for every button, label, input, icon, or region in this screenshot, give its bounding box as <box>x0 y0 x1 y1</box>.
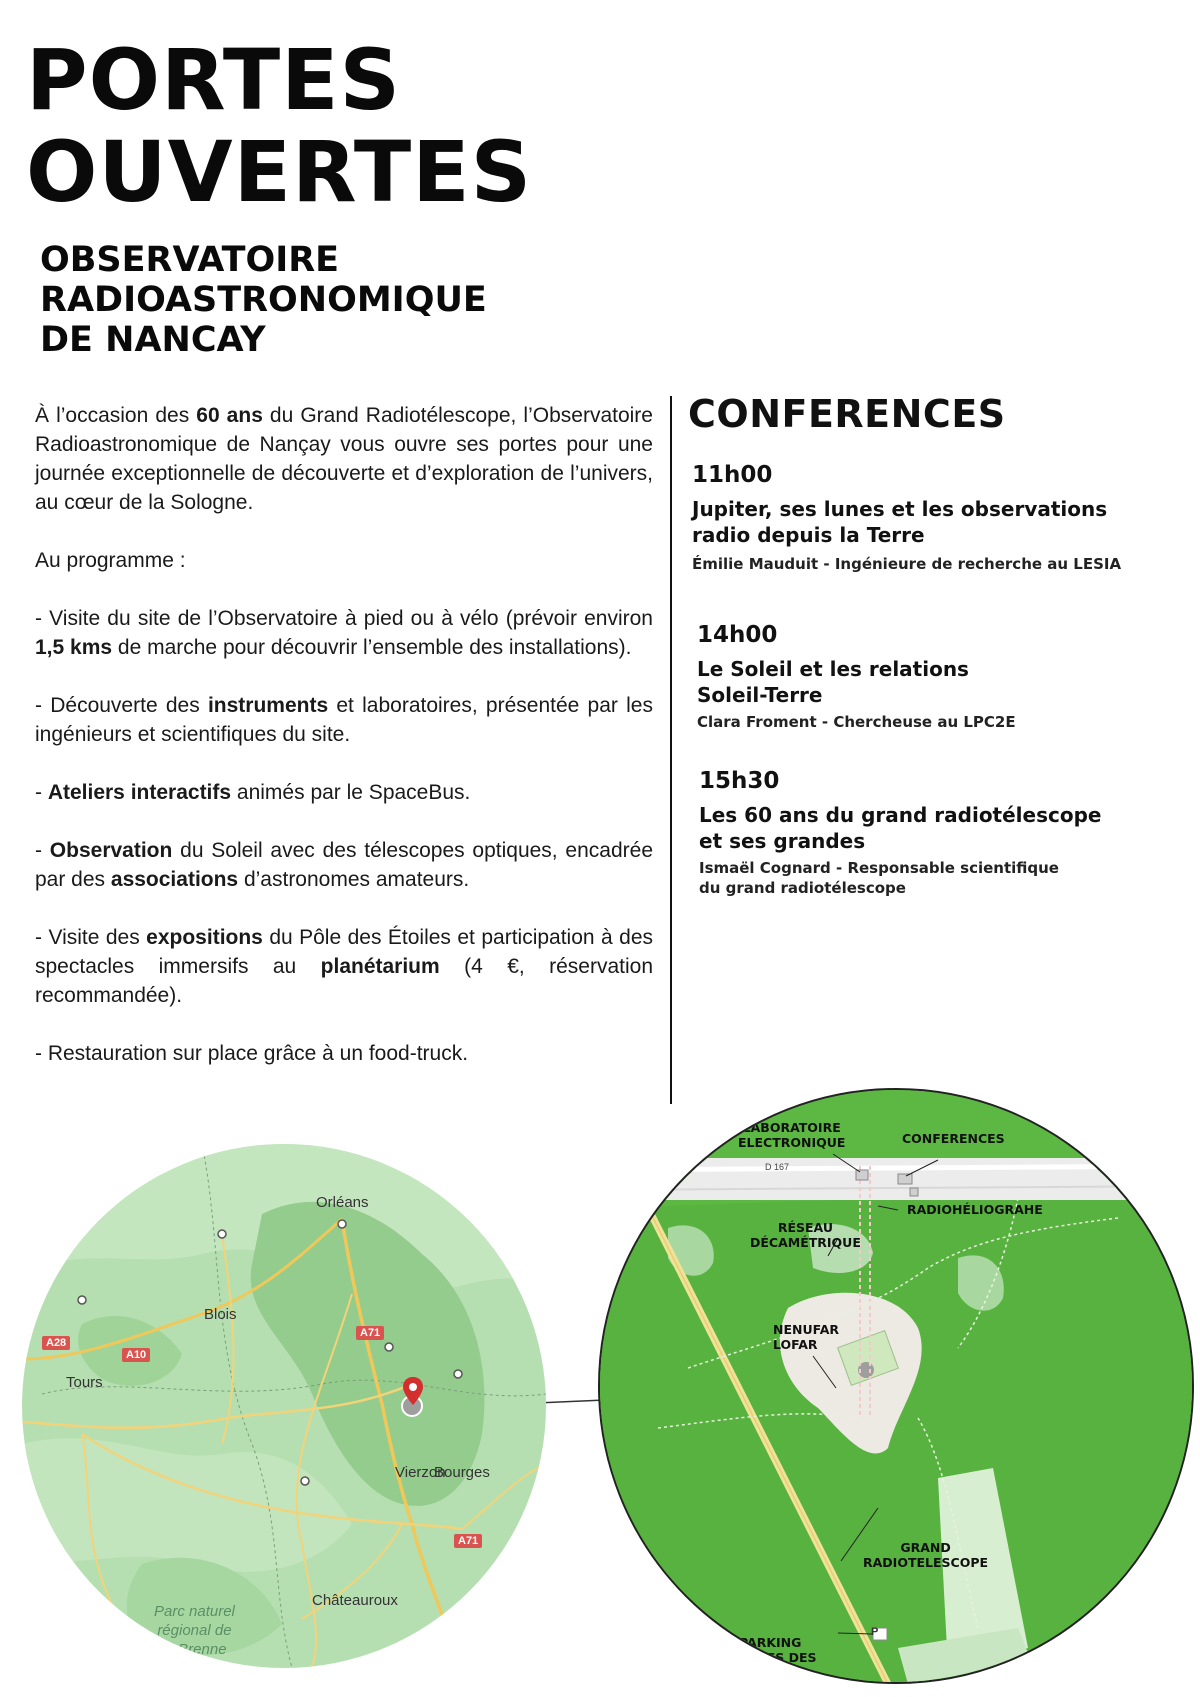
site-map-background <box>598 1088 1194 1684</box>
location-pin-icon[interactable] <box>402 1376 424 1406</box>
region-map-background <box>22 1144 546 1668</box>
conference-item <box>699 768 1119 898</box>
title-line-2: OUVERTES <box>26 123 533 221</box>
page-title <box>26 31 533 221</box>
conference-speaker: Ismaël Cognard - Responsable scientifique du grand radiotélescope <box>699 859 1059 897</box>
city-label-orleans: Orléans <box>316 1194 369 1211</box>
city-label-blois: Blois <box>204 1306 237 1323</box>
programme-item-ateliers: - Ateliers interactifs animés par le SpaceBus. <box>35 781 471 804</box>
conferences-heading: CONFERENCES <box>688 392 1006 436</box>
site-label-nenufar: NENUFAR LOFAR <box>773 1322 840 1352</box>
region-map[interactable] <box>22 1144 546 1668</box>
city-label-chateauroux: Châteauroux <box>312 1592 398 1609</box>
conference-time: 14h00 <box>697 622 778 648</box>
programme-label: Au programme : <box>35 549 186 572</box>
programme-item-restauration: - Restauration sur place grâce à un food-truck. <box>35 1042 469 1065</box>
road-label-d167: D 167 <box>765 1162 790 1172</box>
road-badge-a10: A10 <box>122 1348 150 1362</box>
subtitle-line-3: DE NANCAY <box>40 320 266 360</box>
site-label-reseau: RÉSEAU DÉCAMÉTRIQUE <box>750 1220 861 1250</box>
city-label-tours: Tours <box>66 1374 103 1391</box>
column-divider <box>670 396 672 1104</box>
subtitle-line-2: RADIOASTRONOMIQUE <box>40 280 487 320</box>
site-label-parking: PARKING POLES DES ÉTOILES <box>739 1635 817 1680</box>
conference-item <box>697 622 1117 732</box>
intro-paragraph: À l’occasion des 60 ans du Grand Radiotélescope, l’Observatoire Radioastronomique de Nançay vous ouvre ses portes pour une journée exceptionnelle de découverte et d’exploration de l’univers, au cœur de la Sologne. <box>35 404 653 514</box>
conference-item <box>692 462 1152 574</box>
conference-title: Jupiter, ses lunes et les observations radio depuis la Terre <box>692 497 1108 547</box>
site-label-grand-radiotelescope: GRAND RADIOTELESCOPE <box>863 1540 989 1570</box>
title-line-1: PORTES <box>26 31 402 129</box>
conference-speaker: Clara Froment - Chercheuse au LPC2E <box>697 713 1016 731</box>
programme-item-instruments: - Découverte des instruments et laboratoires, présentée par les ingénieurs et scientifiques du site. <box>35 694 653 746</box>
site-label-laboratoire: LABORATOIRE ELECTRONIQUE <box>738 1120 846 1150</box>
road-badge-a71-south: A71 <box>454 1534 482 1548</box>
site-map[interactable] <box>598 1088 1194 1684</box>
road-badge-a71-north: A71 <box>356 1326 384 1340</box>
site-label-radioheliographe: RADIOHÉLIOGRAHE <box>907 1202 1043 1217</box>
page-subtitle <box>40 240 487 360</box>
park-label: Parc naturel régional de la Brenne <box>154 1603 235 1658</box>
conference-title: Les 60 ans du grand radiotélescope et ses grandes <box>699 803 1102 853</box>
conference-speaker: Émilie Mauduit - Ingénieure de recherche au LESIA <box>692 555 1122 573</box>
conference-time: 11h00 <box>692 462 773 488</box>
city-label-bourges: Bourges <box>434 1464 490 1481</box>
conference-title: Le Soleil et les relations Soleil-Terre <box>697 657 969 707</box>
road-badge-a28: A28 <box>42 1336 70 1350</box>
programme-item-observation: - Observation du Soleil avec des télescopes optiques, encadrée par des associations d’astronomes amateurs. <box>35 839 654 891</box>
programme-item-visite: - Visite du site de l’Observatoire à pied ou à vélo (prévoir environ 1,5 kms de marche pour découvrir l’ensemble des installations). <box>35 607 653 659</box>
intro-text <box>35 401 653 1068</box>
parking-icon: P <box>871 1626 879 1638</box>
programme-item-expositions: - Visite des expositions du Pôle des Étoiles et participation à des spectacles immersifs au planétarium (4 €, réservation recommandée). <box>35 926 654 1007</box>
site-label-conferences: CONFERENCES <box>902 1131 1005 1146</box>
conference-time: 15h30 <box>699 768 780 794</box>
subtitle-line-1: OBSERVATOIRE <box>40 240 340 280</box>
city-label-vierzon: Vierzon <box>395 1464 446 1481</box>
